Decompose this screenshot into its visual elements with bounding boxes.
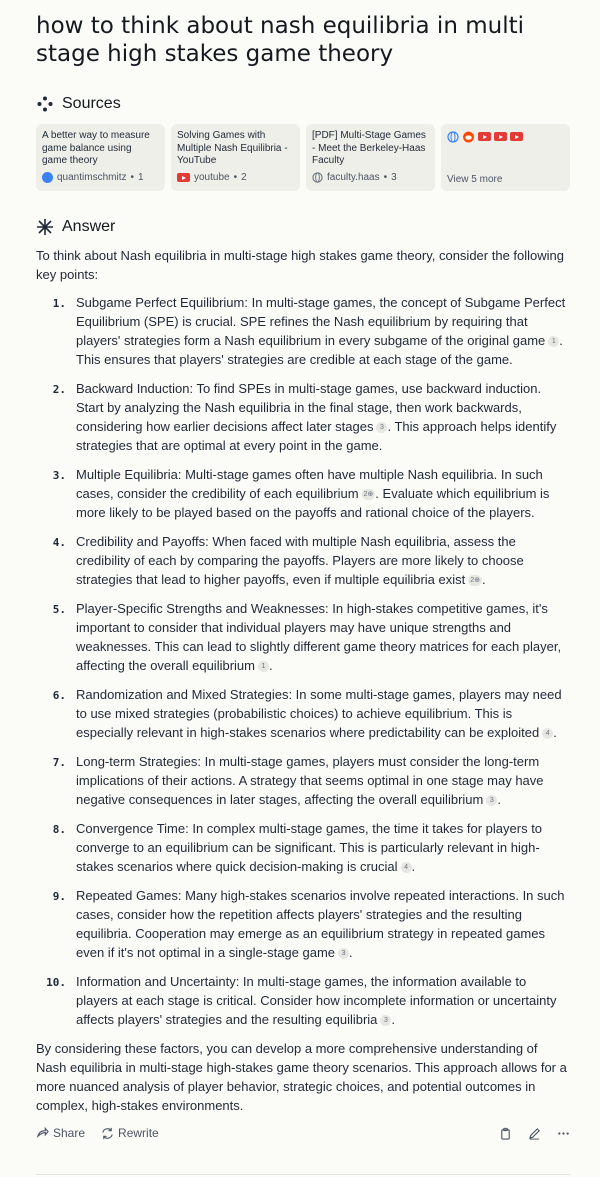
source-title: Solving Games with Multiple Nash Equilibria - YouTube [177,130,288,166]
source-card[interactable]: [PDF] Multi-Stage Games - Meet the Berkeley-Haas Faculty faculty.haas • 3 [306,124,435,191]
source-card[interactable]: Solving Games with Multiple Nash Equilibria - YouTube youtube • 2 [171,124,300,191]
page-title: how to think about nash equilibria in multi stage high stakes game theory [36,13,524,67]
point-number: 10. [46,976,66,989]
view-more-card[interactable] [441,124,570,191]
source-site: quantimschmitz [57,172,127,183]
point-number: 5. [52,603,66,616]
copy-icon[interactable] [499,1127,512,1140]
source-index: 3 [391,172,397,183]
key-point-item [36,379,570,455]
source-title: A better way to measure game balance using game theory [42,130,150,166]
point-number: 8. [52,823,66,836]
point-number: 2. [52,383,66,396]
source-title: [PDF] Multi-Stage Games - Meet the Berkeley-Haas Faculty [312,130,426,166]
citation-badge[interactable]: 1 [258,661,269,672]
point-text: Credibility and Payoffs: When faced with multiple Nash equilibria, assess the credibility of each by comparing the payoffs. Players are more likely to choose strategies that lead to higher payoffs, even if multiple equilibria exist 2⊕ . [76,534,524,587]
point-number: 6. [52,689,66,702]
sources-icon [36,95,54,113]
citation-badge[interactable]: 1 [548,336,559,347]
point-text: Information and Uncertainty: In multi-stage games, the information available to players at each stage is critical. Consider how incomplete information or uncertainty affects players' strategies and the resulting equilibria 3 . [76,974,557,1027]
point-number: 1. [52,297,66,310]
point-text: Multiple Equilibria: Multi-stage games often have multiple Nash equilibria. In such cases, consider the credibility of each equilibrium 2⊕ . Evaluate which equilibrium is more likely to be played based on the payoffs and rational choice of the players. [76,467,550,520]
share-icon [36,1127,49,1140]
youtube-icon [478,132,491,141]
key-point-item [36,972,570,1029]
point-text: Subgame Perfect Equilibrium: In multi-stage games, the concept of Subgame Perfect Equilibrium (SPE) is crucial. SPE refines the Nash equilibrium by requiring that players' strategies form a Nash equilibrium in every subgame of the original game 1 . This ensures that players' strategies are credible at each stage of the game. [76,295,566,367]
point-text: Long-term Strategies: In multi-stage games, players must consider the long-term implications of their actions. A strategy that seems optimal in one stage may have negative consequences in later stages, affecting the overall equilibrium 3 . [76,754,544,807]
key-point-item [36,599,570,675]
view-more-label: View 5 more [447,174,503,185]
sources-list [36,124,570,191]
citation-badge[interactable]: 4 [401,862,412,873]
citation-badge[interactable]: 3 [338,948,349,959]
youtube-icon [177,173,190,182]
more-icon[interactable] [557,1127,570,1140]
source-site: youtube [194,172,230,183]
avatar-icon [42,172,53,183]
citation-badge[interactable]: 3 [376,422,387,433]
point-text: Convergence Time: In complex multi-stage games, the time it takes for players to converge to an equilibrium can be significant. This is particularly relevant in high-stakes scenarios where quick decision-making is crucial 4 . [76,821,543,874]
reddit-icon [462,130,475,143]
divider [36,1174,570,1175]
citation-badge[interactable]: 3 [486,795,497,806]
source-index: 2 [241,172,247,183]
globe-icon [312,172,323,183]
citation-badge[interactable]: 2⊕ [363,491,374,498]
answer-summary: By considering these factors, you can develop a more comprehensive understanding of Nash equilibria in multi-stage high-stakes game theory scenarios. This approach allows for a more nuanced analysis of player behavior, strategic choices, and potential outcomes in complex, high-stakes environments. [36,1041,567,1113]
answer-body [36,246,570,1115]
source-index: 1 [137,172,144,183]
answer-intro: To think about Nash equilibria in multi-stage high stakes game theory, consider the following key points: [36,248,564,282]
key-point-item [36,293,570,369]
citation-badge[interactable]: 2⊕ [470,577,481,584]
key-point-item [36,752,570,809]
key-points-list [36,293,570,1029]
point-number: 9. [52,890,66,903]
point-text: Randomization and Mixed Strategies: In some multi-stage games, players may need to use mixed strategies (probabilistic choices) to achieve equilibrium. This is especially relevant in high-stakes scenarios where predictability can be exploited 4 . [76,687,562,740]
source-site: faculty.haas [327,172,380,183]
youtube-icon [510,132,523,141]
point-text: Player-Specific Strengths and Weaknesses: In high-stakes competitive games, it's important to consider that individual players may have unique strengths and weaknesses. This can lead to slightly different game theory matrices for each player, affecting the overall equilibrium 1 . [76,601,562,673]
key-point-item [36,532,570,589]
rewrite-icon [101,1127,114,1140]
rewrite-button[interactable]: Rewrite [101,1126,159,1140]
answer-icon [36,218,54,236]
youtube-icon [494,132,507,141]
point-number: 7. [52,756,66,769]
answer-heading: Answer [36,218,115,236]
point-number: 3. [52,469,66,482]
sources-heading: Sources [36,95,121,113]
citation-badge[interactable]: 4 [542,728,553,739]
source-card[interactable]: A better way to measure game balance using game theory quantimschmitz • 1 [36,124,165,191]
share-button[interactable]: Share [36,1126,85,1140]
key-point-item [36,819,570,876]
point-text: Backward Induction: To find SPEs in multi-stage games, use backward induction. Start by analyzing the Nash equilibria in the final stage, then work backwards, considering how earlier decisions affect later stages 3 . This approach helps identify strategies that are optimal at every point in the game. [76,381,557,453]
key-point-item [36,886,570,962]
key-point-item [36,685,570,742]
answer-actions [36,1126,570,1140]
citation-badge[interactable]: 3 [380,1015,391,1026]
key-point-item [36,465,570,522]
point-text: Repeated Games: Many high-stakes scenarios involve repeated interactions. In such cases, consider how the repetition affects players' strategies and the resulting equilibria. Cooperation may emerge as an equilibrium strategy in repeated games even if it's not optimal in a single-stage game 3 . [76,888,565,960]
globe-icon [447,131,459,143]
edit-icon[interactable] [528,1127,541,1140]
point-number: 4. [52,536,66,549]
